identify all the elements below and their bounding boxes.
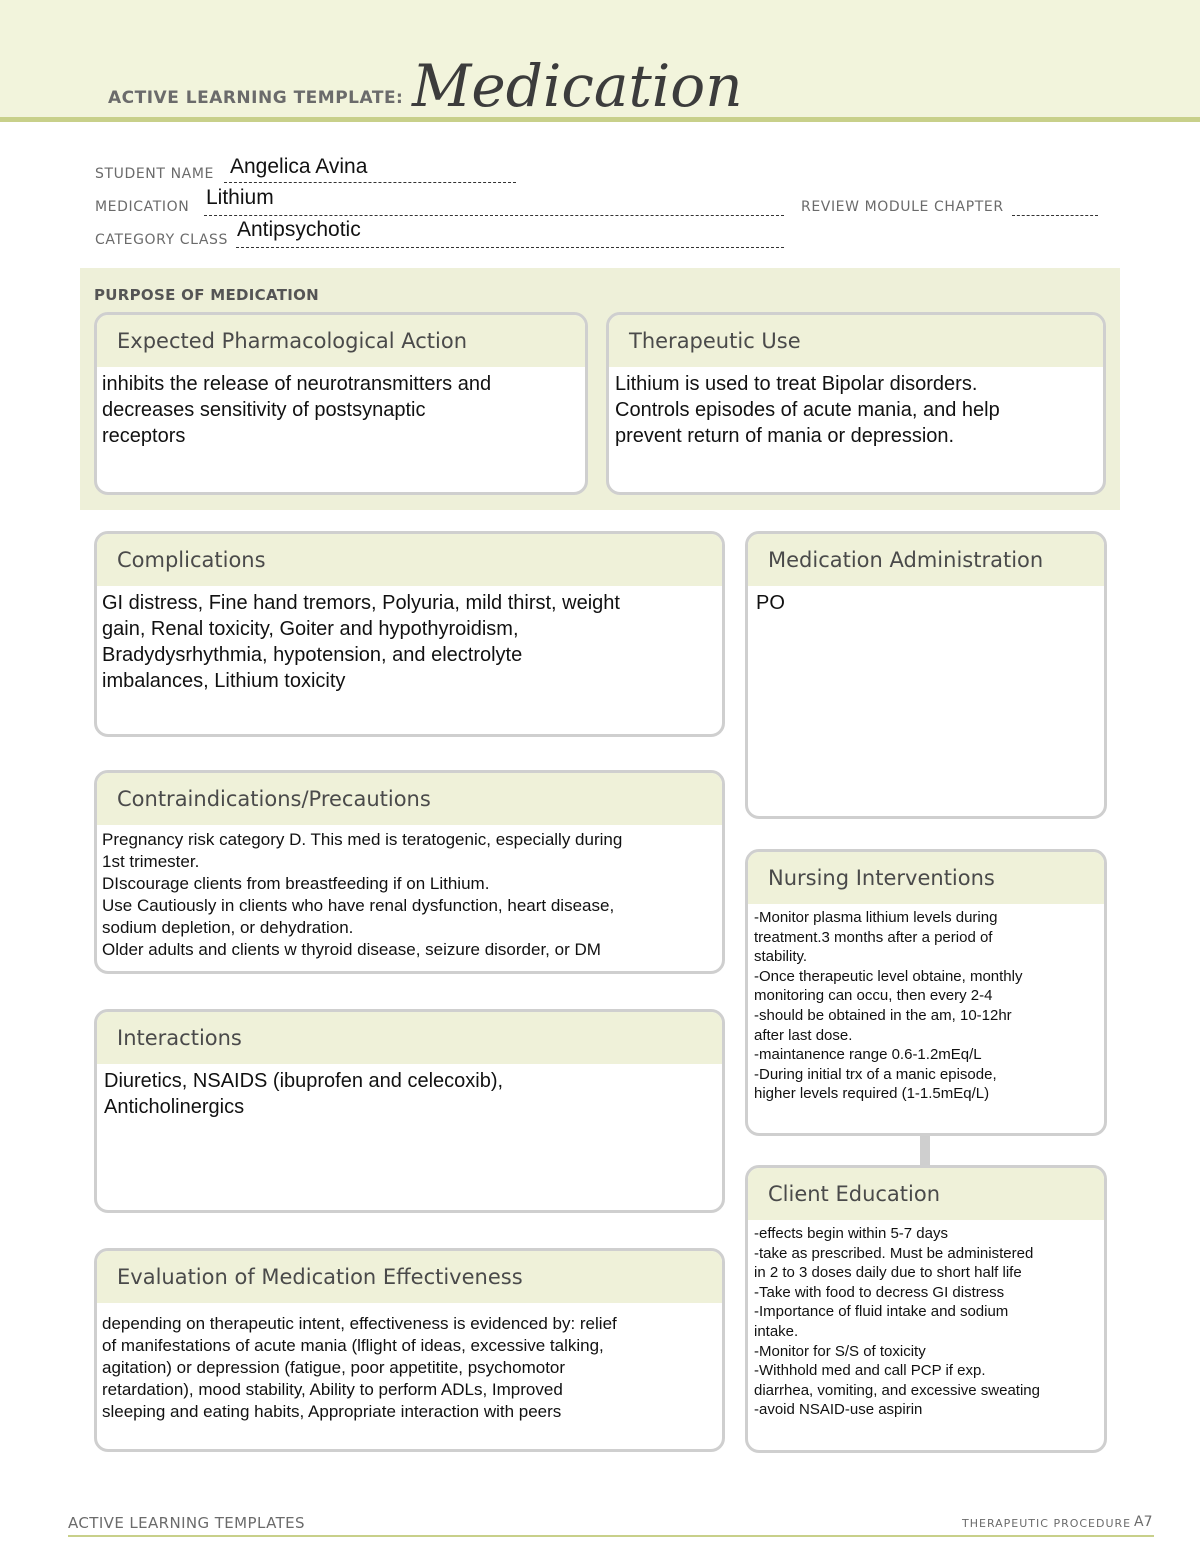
box-connector: [920, 1134, 930, 1166]
nursing-interventions-title: Nursing Interventions: [748, 852, 1104, 904]
student-name-label: STUDENT NAME: [95, 166, 214, 182]
administration-box: [745, 531, 1107, 819]
template-label: ACTIVE LEARNING TEMPLATE:: [108, 88, 404, 108]
evaluation-text[interactable]: depending on therapeutic intent, effectiveness is evidenced by: relief of manifestations of acute mania (lflight of ideas, excessive talking, agitation) or depression (fatigue, poor appetitite, psychomotor retardation), mood stability, Ability to perform ADLs, Improved sleeping and eating habits, Appropriate interaction with peers: [102, 1314, 617, 1421]
expected-action-title: Expected Pharmacological Action: [97, 315, 585, 367]
expected-action-box: [94, 312, 588, 495]
category-class-field[interactable]: Antipsychotic: [237, 218, 361, 241]
therapeutic-use-title: Therapeutic Use: [609, 315, 1103, 367]
client-education-box: [745, 1165, 1107, 1453]
nursing-interventions-text[interactable]: -Monitor plasma lithium levels during treatment.3 months after a period of stability. -Once therapeutic level obtaine, monthly monitoring can occu, then every 2-4 -should be obtained in the am, 10-12hr after last dose. -maintanence range 0.6-1.2mEq/L -During initial trx of a manic episode, higher levels required (1-1.5mEq/L): [754, 909, 1023, 1103]
contraindications-box: [94, 770, 725, 974]
administration-text[interactable]: PO: [756, 592, 785, 614]
review-module-label: REVIEW MODULE CHAPTER: [801, 199, 1004, 215]
client-education-title: Client Education: [748, 1168, 1104, 1220]
therapeutic-use-box: [606, 312, 1106, 495]
category-class-line: [236, 247, 784, 248]
footer-left: ACTIVE LEARNING TEMPLATES: [68, 1514, 305, 1532]
student-name-field[interactable]: Angelica Avina: [230, 155, 368, 178]
nursing-interventions-box: [745, 849, 1107, 1136]
footer-divider: [68, 1535, 1154, 1537]
medication-field[interactable]: Lithium: [206, 186, 274, 209]
administration-title: Medication Administration: [748, 534, 1104, 586]
page-number: A7: [1134, 1514, 1153, 1530]
contraindications-title: Contraindications/Precautions: [97, 773, 722, 825]
interactions-box: [94, 1009, 725, 1213]
complications-box: [94, 531, 725, 737]
interactions-text[interactable]: Diuretics, NSAIDS (ibuprofen and celecoxib), Anticholinergics: [104, 1070, 504, 1118]
template-title: Medication: [412, 52, 743, 120]
purpose-label: PURPOSE OF MEDICATION: [94, 286, 320, 304]
footer-right: THERAPEUTIC PROCEDURE: [962, 1517, 1132, 1530]
student-name-line: [224, 182, 516, 183]
medication-label: MEDICATION: [95, 199, 190, 215]
evaluation-box: [94, 1248, 725, 1452]
evaluation-title: Evaluation of Medication Effectiveness: [97, 1251, 722, 1303]
expected-action-text[interactable]: inhibits the release of neurotransmitters and decreases sensitivity of postsynaptic receptors: [102, 373, 492, 447]
therapeutic-use-text[interactable]: Lithium is used to treat Bipolar disorders. Controls episodes of acute mania, and help prevent return of mania or depression.: [615, 373, 1000, 447]
medication-line: [204, 215, 784, 216]
contraindications-text[interactable]: Pregnancy risk category D. This med is teratogenic, especially during 1st trimester. DIscourage clients from breastfeeding if on Lithium. Use Cautiously in clients who have renal dysfunction, heart disease, sodium depletion, or dehydration. Older adults and clients w thyroid disease, seizure disorder, or DM: [102, 830, 623, 959]
template-header: [0, 0, 1200, 122]
interactions-title: Interactions: [97, 1012, 722, 1064]
complications-text[interactable]: GI distress, Fine hand tremors, Polyuria, mild thirst, weight gain, Renal toxicity, Goiter and hypothyroidism, Bradydysrhythmia, hypotension, and electrolyte imbalances, Lithium toxicity: [102, 592, 620, 692]
complications-title: Complications: [97, 534, 722, 586]
category-class-label: CATEGORY CLASS: [95, 232, 229, 248]
review-module-line: [1012, 215, 1098, 216]
client-education-text[interactable]: -effects begin within 5-7 days -take as prescribed. Must be administered in 2 to 3 doses daily due to short half life -Take with food to decress GI distress -Importance of fluid intake and sodium intake. -Monitor for S/S of toxicity -Withhold med and call PCP if exp. diarrhea, vomiting, and excessive sweating -avoid NSAID-use aspirin: [754, 1225, 1040, 1419]
